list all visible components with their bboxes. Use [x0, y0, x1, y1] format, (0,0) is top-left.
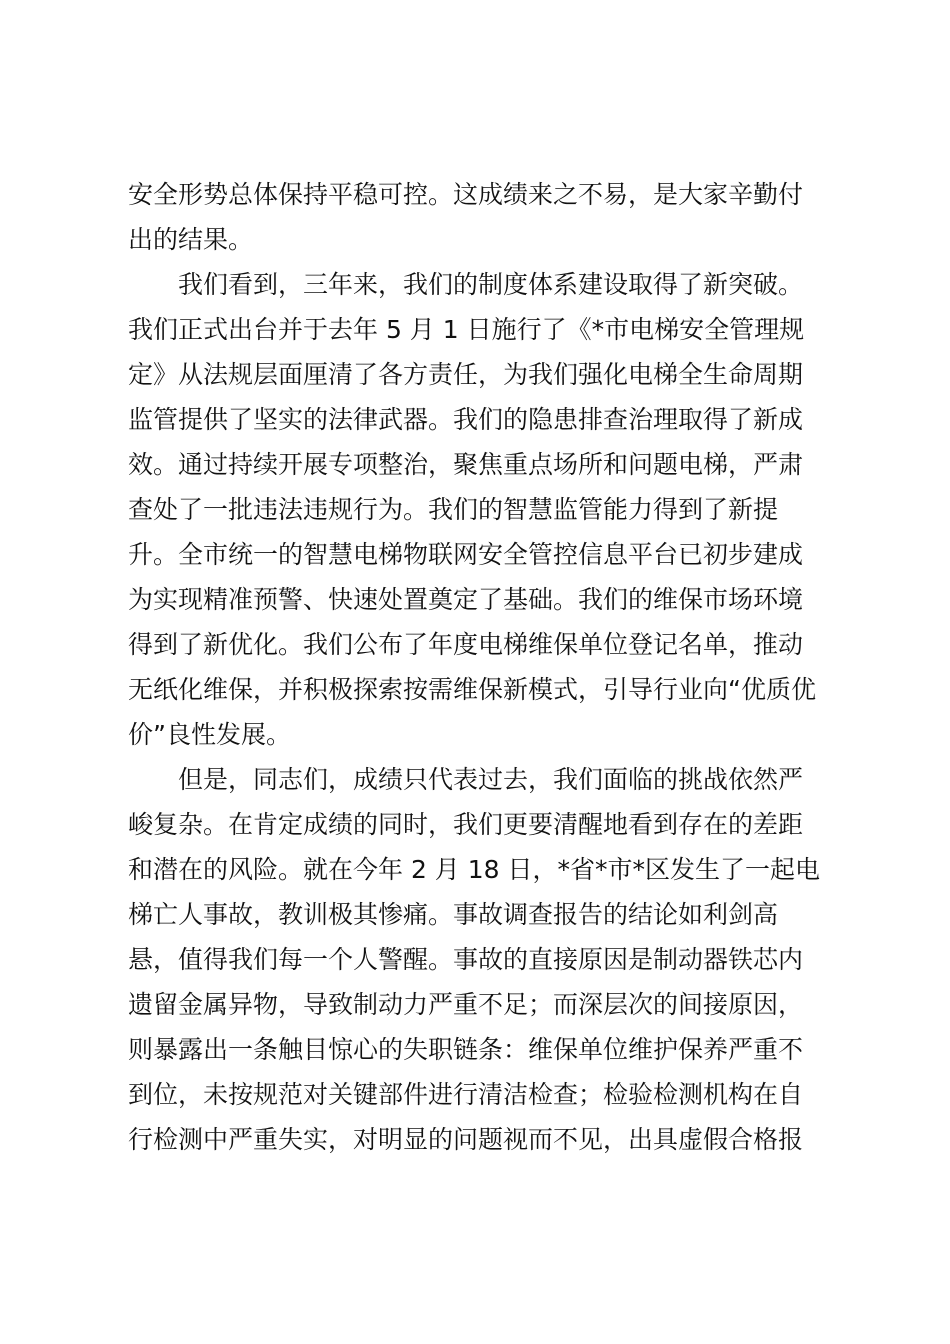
text-line: 查处了一批违法违规行为。我们的智慧监管能力得到了新提	[128, 495, 779, 524]
text-line: 悬，值得我们每一个人警醒。事故的直接原因是制动器铁芯内	[128, 945, 804, 974]
text-line: 无纸化维保，并积极探索按需维保新模式，引导行业向“优质优	[128, 675, 816, 704]
text-line: 则暴露出一条触目惊心的失职链条：维保单位维护保养严重不	[128, 1035, 804, 1064]
text-line: 效。通过持续开展专项整治，聚焦重点场所和问题电梯，严肃	[128, 450, 804, 479]
text-line: 和潜在的风险。就在今年 2 月 18 日，*省*市*区发生了一起电	[128, 855, 821, 884]
text-line: 出的结果。	[128, 225, 254, 254]
text-line: 行检测中严重失实，对明显的问题视而不见，出具虚假合格报	[128, 1125, 804, 1154]
text-line: 价”良性发展。	[128, 720, 291, 749]
text-line: 得到了新优化。我们公布了年度电梯维保单位登记名单，推动	[128, 630, 804, 659]
text-line: 升。全市统一的智慧电梯物联网安全管控信息平台已初步建成	[128, 540, 804, 569]
text-line: 安全形势总体保持平稳可控。这成绩来之不易，是大家辛勤付	[128, 180, 804, 209]
text-line: 我们看到，三年来，我们的制度体系建设取得了新突破。	[128, 270, 804, 299]
text-line: 定》从法规层面厘清了各方责任，为我们强化电梯全生命周期	[128, 360, 804, 389]
body-text	[128, 172, 834, 1162]
text-line: 梯亡人事故，教训极其惨痛。事故调查报告的结论如利剑高	[128, 900, 779, 929]
text-line: 监管提供了坚实的法律武器。我们的隐患排查治理取得了新成	[128, 405, 804, 434]
text-line: 到位，未按规范对关键部件进行清洁检查；检验检测机构在自	[128, 1080, 804, 1109]
text-line: 为实现精准预警、快速处置奠定了基础。我们的维保市场环境	[128, 585, 804, 614]
text-line: 我们正式出台并于去年 5 月 1 日施行了《*市电梯安全管理规	[128, 315, 805, 344]
text-line: 峻复杂。在肯定成绩的同时，我们更要清醒地看到存在的差距	[128, 810, 804, 839]
text-line: 但是，同志们，成绩只代表过去，我们面临的挑战依然严	[128, 765, 804, 794]
text-line: 遗留金属异物，导致制动力严重不足；而深层次的间接原因，	[128, 990, 804, 1019]
